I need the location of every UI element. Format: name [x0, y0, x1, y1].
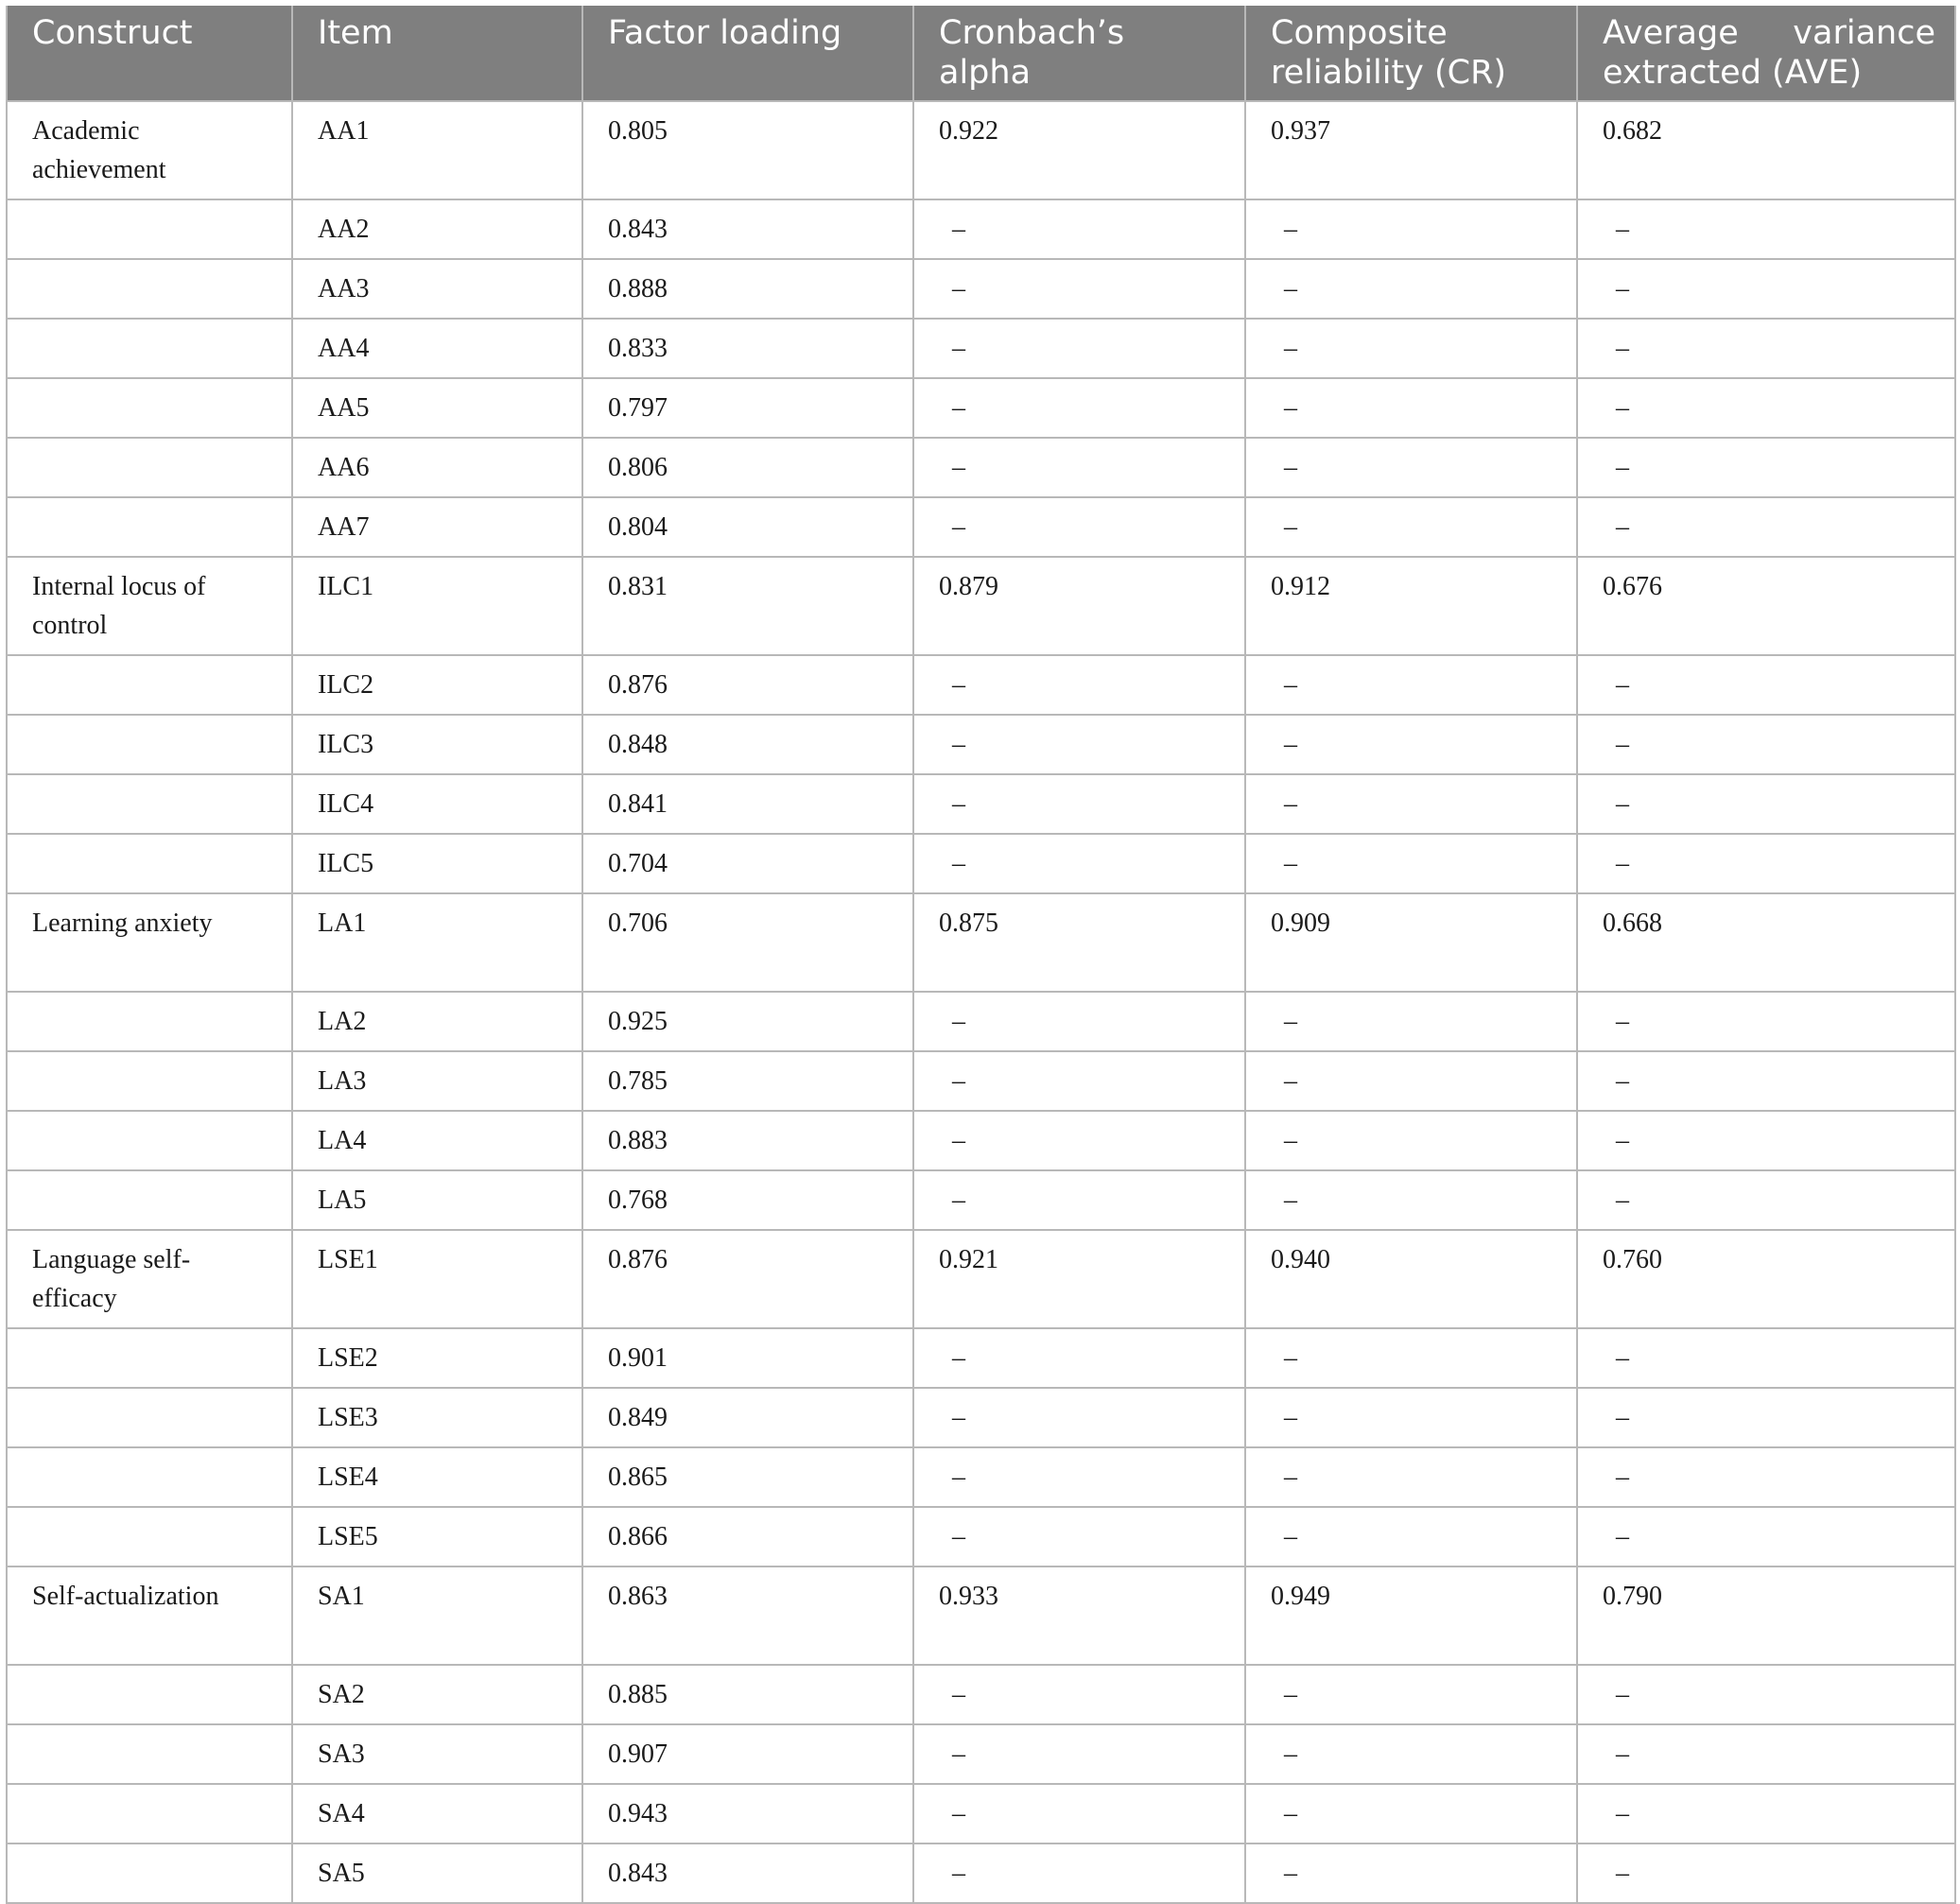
cell-composite-reliability: – [1245, 1665, 1577, 1724]
cell-construct [7, 1051, 292, 1111]
cell-factor-loading: 0.863 [582, 1566, 913, 1665]
cell-cronbachs-alpha: – [913, 199, 1245, 259]
cell-ave: – [1577, 378, 1955, 438]
cell-composite-reliability: – [1245, 259, 1577, 319]
header-ave: Average variance extracted (AVE) [1577, 6, 1955, 101]
cell-factor-loading: 0.706 [582, 893, 913, 992]
cell-construct [7, 259, 292, 319]
cell-cronbachs-alpha: – [913, 1111, 1245, 1170]
cell-ave: 0.676 [1577, 557, 1955, 655]
cell-item: AA2 [292, 199, 582, 259]
cell-construct [7, 1170, 292, 1230]
table-row [7, 199, 1955, 259]
table-row [7, 259, 1955, 319]
cell-item: LA1 [292, 893, 582, 992]
cell-factor-loading: 0.907 [582, 1724, 913, 1784]
cell-composite-reliability: 0.940 [1245, 1230, 1577, 1328]
cell-cronbachs-alpha: – [913, 378, 1245, 438]
cell-ave: – [1577, 1388, 1955, 1447]
cell-cronbachs-alpha: – [913, 319, 1245, 378]
cell-item: ILC3 [292, 715, 582, 774]
cell-ave: – [1577, 259, 1955, 319]
cell-item: AA3 [292, 259, 582, 319]
cell-item: LA2 [292, 992, 582, 1051]
cell-composite-reliability: – [1245, 655, 1577, 715]
table-row [7, 1507, 1955, 1566]
cell-item: LA4 [292, 1111, 582, 1170]
cell-construct [7, 1111, 292, 1170]
cell-factor-loading: 0.841 [582, 774, 913, 834]
table-row [7, 1665, 1955, 1724]
cell-factor-loading: 0.865 [582, 1447, 913, 1507]
table-row [7, 1447, 1955, 1507]
cell-factor-loading: 0.901 [582, 1328, 913, 1388]
cell-construct [7, 1447, 292, 1507]
table-row [7, 655, 1955, 715]
cell-cronbachs-alpha: – [913, 1170, 1245, 1230]
cell-factor-loading: 0.885 [582, 1665, 913, 1724]
cell-item: AA7 [292, 497, 582, 557]
cell-composite-reliability: – [1245, 1051, 1577, 1111]
cell-construct: Academic achievement [7, 101, 292, 199]
cell-ave: – [1577, 1784, 1955, 1843]
cell-ave: – [1577, 1111, 1955, 1170]
table-row [7, 1724, 1955, 1784]
header-composite-reliability: Composite reliability (CR) [1245, 6, 1577, 101]
cell-factor-loading: 0.768 [582, 1170, 913, 1230]
cell-item: ILC5 [292, 834, 582, 893]
cell-factor-loading: 0.866 [582, 1507, 913, 1566]
cell-construct [7, 1843, 292, 1903]
cell-cronbachs-alpha: – [913, 1843, 1245, 1903]
cell-construct [7, 199, 292, 259]
cell-item: LSE3 [292, 1388, 582, 1447]
table-row [7, 1051, 1955, 1111]
cell-factor-loading: 0.805 [582, 101, 913, 199]
cell-construct [7, 834, 292, 893]
cell-item: SA4 [292, 1784, 582, 1843]
cell-cronbachs-alpha: – [913, 1507, 1245, 1566]
table-row [7, 715, 1955, 774]
cell-factor-loading: 0.925 [582, 992, 913, 1051]
cell-construct [7, 655, 292, 715]
header-cronbachs-alpha: Cronbach’s alpha [913, 6, 1245, 101]
cell-composite-reliability: – [1245, 497, 1577, 557]
cell-factor-loading: 0.848 [582, 715, 913, 774]
cell-composite-reliability: – [1245, 1784, 1577, 1843]
cell-cronbachs-alpha: – [913, 1784, 1245, 1843]
table-header [7, 6, 1955, 101]
cell-construct: Self-actualization [7, 1566, 292, 1665]
table-row [7, 438, 1955, 497]
table-row [7, 1111, 1955, 1170]
cell-construct [7, 1784, 292, 1843]
cell-ave: – [1577, 1170, 1955, 1230]
cell-construct: Internal locus of control [7, 557, 292, 655]
cell-construct [7, 1388, 292, 1447]
cell-item: SA3 [292, 1724, 582, 1784]
cell-composite-reliability: 0.909 [1245, 893, 1577, 992]
cell-construct [7, 774, 292, 834]
cell-composite-reliability: – [1245, 992, 1577, 1051]
cell-composite-reliability: – [1245, 1447, 1577, 1507]
table-row [7, 378, 1955, 438]
table-row [7, 1843, 1955, 1903]
cell-cronbachs-alpha: 0.921 [913, 1230, 1245, 1328]
cell-construct [7, 319, 292, 378]
cell-item: AA4 [292, 319, 582, 378]
table-row [7, 1328, 1955, 1388]
table-row [7, 893, 1955, 992]
cell-cronbachs-alpha: – [913, 1328, 1245, 1388]
cell-factor-loading: 0.888 [582, 259, 913, 319]
table-row [7, 557, 1955, 655]
cell-cronbachs-alpha: – [913, 1051, 1245, 1111]
cell-factor-loading: 0.806 [582, 438, 913, 497]
cell-factor-loading: 0.849 [582, 1388, 913, 1447]
cell-ave: – [1577, 1724, 1955, 1784]
cell-ave: – [1577, 992, 1955, 1051]
cell-cronbachs-alpha: – [913, 992, 1245, 1051]
cell-composite-reliability: – [1245, 199, 1577, 259]
cell-composite-reliability: – [1245, 319, 1577, 378]
cell-factor-loading: 0.876 [582, 655, 913, 715]
cell-composite-reliability: 0.937 [1245, 101, 1577, 199]
cell-item: LSE1 [292, 1230, 582, 1328]
cell-item: LA5 [292, 1170, 582, 1230]
cell-cronbachs-alpha: – [913, 1447, 1245, 1507]
cell-construct [7, 1665, 292, 1724]
cell-composite-reliability: 0.949 [1245, 1566, 1577, 1665]
reliability-table-container [6, 6, 1954, 1904]
cell-composite-reliability: – [1245, 1724, 1577, 1784]
cell-cronbachs-alpha: – [913, 834, 1245, 893]
cell-construct [7, 1328, 292, 1388]
cell-item: LSE5 [292, 1507, 582, 1566]
cell-item: AA5 [292, 378, 582, 438]
table-row [7, 834, 1955, 893]
cell-composite-reliability: – [1245, 1111, 1577, 1170]
cell-ave: – [1577, 319, 1955, 378]
cell-ave: 0.760 [1577, 1230, 1955, 1328]
cell-item: LA3 [292, 1051, 582, 1111]
cell-item: ILC2 [292, 655, 582, 715]
cell-composite-reliability: – [1245, 438, 1577, 497]
cell-factor-loading: 0.876 [582, 1230, 913, 1328]
cell-item: SA1 [292, 1566, 582, 1665]
cell-item: SA5 [292, 1843, 582, 1903]
cell-item: SA2 [292, 1665, 582, 1724]
cell-ave: – [1577, 1447, 1955, 1507]
table-row [7, 992, 1955, 1051]
cell-composite-reliability: – [1245, 1507, 1577, 1566]
cell-cronbachs-alpha: – [913, 497, 1245, 557]
table-body [7, 101, 1955, 1903]
cell-factor-loading: 0.785 [582, 1051, 913, 1111]
cell-construct [7, 1507, 292, 1566]
cell-construct [7, 992, 292, 1051]
cell-item: LSE4 [292, 1447, 582, 1507]
table-row [7, 497, 1955, 557]
cell-cronbachs-alpha: – [913, 655, 1245, 715]
cell-cronbachs-alpha: – [913, 774, 1245, 834]
cell-factor-loading: 0.843 [582, 199, 913, 259]
cell-ave: – [1577, 1328, 1955, 1388]
cell-ave: – [1577, 1665, 1955, 1724]
cell-factor-loading: 0.704 [582, 834, 913, 893]
cell-factor-loading: 0.943 [582, 1784, 913, 1843]
cell-composite-reliability: – [1245, 378, 1577, 438]
cell-ave: – [1577, 438, 1955, 497]
table-row [7, 101, 1955, 199]
cell-composite-reliability: – [1245, 1388, 1577, 1447]
header-item: Item [292, 6, 582, 101]
cell-construct [7, 1724, 292, 1784]
cell-ave: – [1577, 774, 1955, 834]
cell-ave: – [1577, 834, 1955, 893]
cell-item: ILC1 [292, 557, 582, 655]
cell-cronbachs-alpha: 0.922 [913, 101, 1245, 199]
header-factor-loading: Factor loading [582, 6, 913, 101]
cell-factor-loading: 0.843 [582, 1843, 913, 1903]
cell-composite-reliability: – [1245, 1170, 1577, 1230]
table-row [7, 1566, 1955, 1665]
cell-ave: 0.668 [1577, 893, 1955, 992]
cell-cronbachs-alpha: – [913, 259, 1245, 319]
cell-ave: 0.682 [1577, 101, 1955, 199]
cell-composite-reliability: 0.912 [1245, 557, 1577, 655]
table-row [7, 1230, 1955, 1328]
cell-ave: – [1577, 497, 1955, 557]
cell-construct [7, 438, 292, 497]
table-row [7, 1784, 1955, 1843]
cell-construct [7, 715, 292, 774]
cell-cronbachs-alpha: 0.875 [913, 893, 1245, 992]
cell-item: AA1 [292, 101, 582, 199]
cell-ave: – [1577, 1843, 1955, 1903]
cell-construct [7, 497, 292, 557]
header-row [7, 6, 1955, 101]
cell-factor-loading: 0.833 [582, 319, 913, 378]
table-row [7, 319, 1955, 378]
cell-cronbachs-alpha: – [913, 715, 1245, 774]
cell-ave: – [1577, 655, 1955, 715]
cell-cronbachs-alpha: – [913, 1665, 1245, 1724]
cell-item: AA6 [292, 438, 582, 497]
cell-ave: – [1577, 1051, 1955, 1111]
cell-cronbachs-alpha: – [913, 1724, 1245, 1784]
cell-ave: – [1577, 715, 1955, 774]
cell-composite-reliability: – [1245, 774, 1577, 834]
cell-ave: – [1577, 199, 1955, 259]
reliability-validity-table [6, 6, 1956, 1904]
cell-ave: – [1577, 1507, 1955, 1566]
cell-factor-loading: 0.831 [582, 557, 913, 655]
cell-cronbachs-alpha: 0.879 [913, 557, 1245, 655]
cell-composite-reliability: – [1245, 1328, 1577, 1388]
cell-cronbachs-alpha: – [913, 1388, 1245, 1447]
cell-construct: Language self-efficacy [7, 1230, 292, 1328]
cell-factor-loading: 0.883 [582, 1111, 913, 1170]
table-row [7, 774, 1955, 834]
cell-factor-loading: 0.804 [582, 497, 913, 557]
cell-construct [7, 378, 292, 438]
cell-item: ILC4 [292, 774, 582, 834]
cell-item: LSE2 [292, 1328, 582, 1388]
cell-ave: 0.790 [1577, 1566, 1955, 1665]
cell-factor-loading: 0.797 [582, 378, 913, 438]
cell-construct: Learning anxiety [7, 893, 292, 992]
header-construct: Construct [7, 6, 292, 101]
cell-composite-reliability: – [1245, 715, 1577, 774]
cell-composite-reliability: – [1245, 834, 1577, 893]
cell-composite-reliability: – [1245, 1843, 1577, 1903]
table-row [7, 1170, 1955, 1230]
cell-cronbachs-alpha: 0.933 [913, 1566, 1245, 1665]
cell-cronbachs-alpha: – [913, 438, 1245, 497]
table-row [7, 1388, 1955, 1447]
